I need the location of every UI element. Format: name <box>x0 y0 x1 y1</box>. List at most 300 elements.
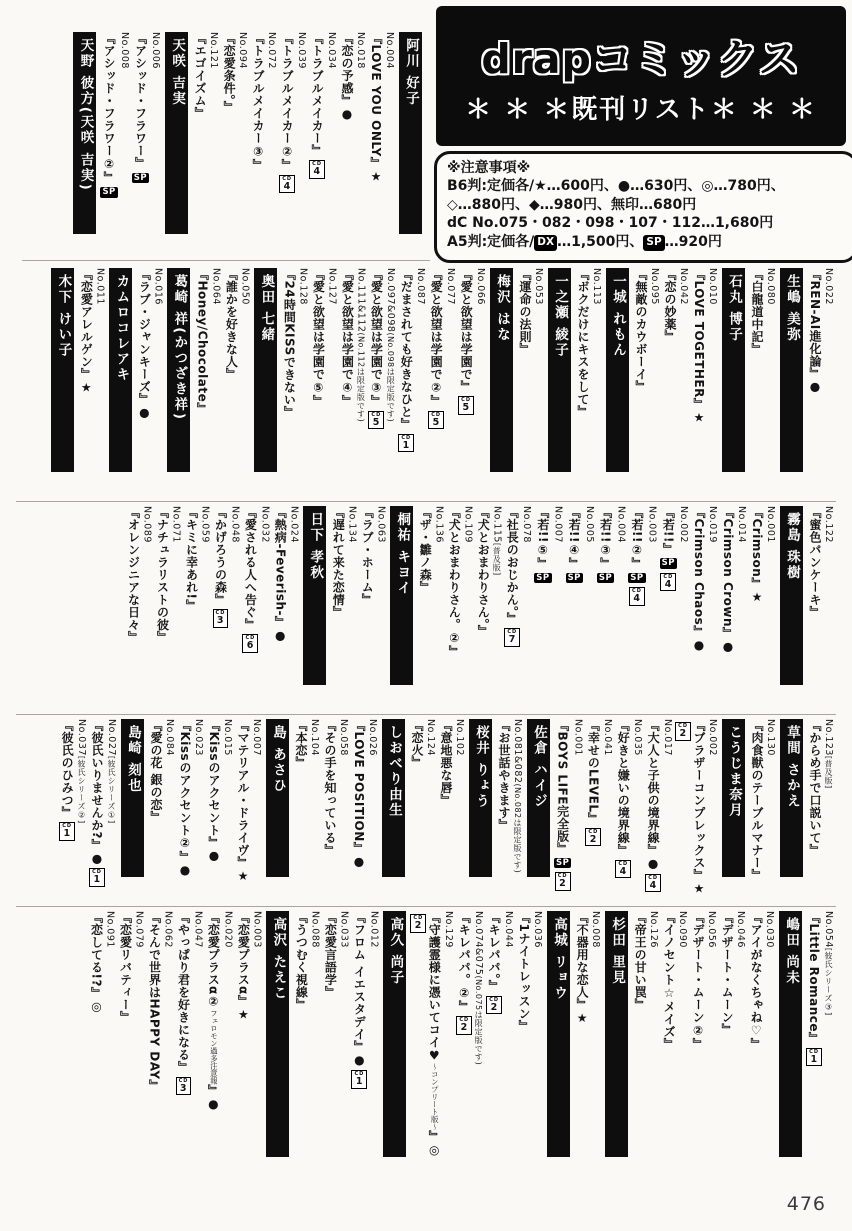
book-entry <box>368 268 396 494</box>
book-entry <box>660 506 689 707</box>
book-entry <box>235 719 262 899</box>
book-title: 『若!!④』SP <box>567 506 582 583</box>
book-entry <box>272 506 299 707</box>
book-number: No.077 <box>445 268 457 305</box>
cd-badge: CD 3 <box>176 1077 192 1096</box>
price-mark: ● <box>177 863 192 878</box>
book-number: No.003 <box>251 911 263 948</box>
price-mark: ★ <box>750 589 764 604</box>
book-number: No.014 <box>736 506 747 543</box>
book-title: 『Little Romance』 CD 1 <box>807 911 822 1065</box>
cd-badge: CD 1 <box>351 1070 367 1089</box>
author-bar: 桜井 りょう <box>469 719 492 877</box>
book-title: 『恋の妙薬』 <box>663 268 677 343</box>
catalog-row-5 <box>86 911 836 1179</box>
book-title: 『LOVE YOU ONLY』★ <box>369 32 383 184</box>
book-entry <box>359 506 386 707</box>
sp-badge: SP <box>102 187 116 197</box>
book-entry <box>281 268 308 494</box>
book-entry <box>458 268 486 494</box>
cd-badge: CD 1 <box>398 434 414 453</box>
book-entry <box>221 32 248 256</box>
book-entry <box>59 719 87 899</box>
book-title: 『マテリアル・ドライヴ』★ <box>235 719 250 883</box>
book-entry <box>100 32 129 256</box>
author-bar: カムロコレアキ <box>109 268 132 472</box>
book-number: No.064 <box>210 268 222 305</box>
book-title: 『Kissのアクセント』● <box>206 719 221 863</box>
book-title: 『トラブルメイカー』 CD 4 <box>310 32 325 177</box>
book-number: No.022 <box>823 268 834 305</box>
book-entry <box>632 911 659 1179</box>
book-number: No.010 <box>707 268 718 305</box>
book-title: 『アシッド・フラワー②』SP <box>102 32 117 197</box>
author-bar: 島 あさひ <box>266 719 289 877</box>
book-entry <box>691 268 718 494</box>
book-title: 『24時間KISSできない』 <box>282 268 297 419</box>
book-title: 『からめ手で口説いて』 <box>808 719 822 857</box>
book-title: 『守護霊様に憑いてコイ♥〜コンプリート版〜』◎ CD 2 <box>410 911 442 1179</box>
book-title: 『Kissのアクセント②』● <box>177 719 192 878</box>
book-title: 『デザート・ムーン②』 <box>691 911 706 1051</box>
book-entry <box>633 268 660 494</box>
book-entry <box>720 506 747 707</box>
book-entry <box>351 911 379 1179</box>
book-entry <box>339 32 366 256</box>
book-title-note: 〜コンプリート版〜 <box>430 1063 440 1131</box>
cd-badge: CD 5 <box>368 411 384 430</box>
book-title: 『若!!⑤』SP <box>535 506 550 583</box>
book-title: 『無敵のカウボーイ』 <box>634 268 648 393</box>
book-entry <box>504 506 532 707</box>
cd-badge: CD 2 <box>456 1016 472 1035</box>
logo-title: drapコミックス <box>481 35 801 83</box>
book-entry <box>177 719 204 899</box>
book-title: 『その手を知っている』 <box>322 719 337 857</box>
cd-badge: CD 4 <box>309 160 325 179</box>
book-title: 『若!!③』SP <box>598 506 613 583</box>
book-number: No.026 <box>366 719 378 756</box>
book-entry <box>235 911 262 1179</box>
book-title: 『イノセント☆メイズ』 <box>662 911 677 1051</box>
book-number: No.102 <box>453 719 465 756</box>
author-bar: 日下 孝秋 <box>303 506 326 685</box>
book-entry <box>749 268 776 494</box>
catalog-row-2 <box>47 268 836 494</box>
book-number: No.027[彼氏シリーズ①] <box>105 719 117 824</box>
book-number: No.109 <box>462 506 474 543</box>
book-number: No.024 <box>288 506 300 543</box>
book-number: No.071 <box>170 506 182 543</box>
sp-badge: SP <box>661 558 675 569</box>
book-title: 『BOYS LIFE完全版』SP CD 2 <box>555 719 570 890</box>
book-number-note: [彼氏シリーズ③] <box>824 947 833 1016</box>
cd-badge: CD 1 <box>89 868 105 887</box>
price-mark: ★ <box>692 881 706 896</box>
book-number: No.094 <box>237 32 249 69</box>
book-entry <box>749 506 776 707</box>
author-bar: 高城 リョウ <box>547 911 570 1157</box>
cd-badge: CD 1 <box>59 822 75 841</box>
author-bar: 杉田 里見 <box>605 911 628 1157</box>
book-entry <box>807 268 834 494</box>
book-entry <box>475 506 502 707</box>
book-title: 『恋愛条件。』 <box>222 32 237 114</box>
book-number: No.122 <box>823 506 834 543</box>
book-entry <box>662 268 689 494</box>
price-mark: ● <box>808 379 822 394</box>
book-number: No.036 <box>532 911 544 948</box>
cd-badge: CD 4 <box>629 587 645 606</box>
book-entry <box>194 268 221 494</box>
book-entry <box>250 32 277 256</box>
book-title: 『1ナイトレッスン』 <box>517 911 532 1033</box>
book-number: No.037[彼氏シリーズ②] <box>76 719 88 824</box>
cd-badge: CD 1 <box>806 1048 822 1067</box>
book-number: No.020 <box>222 911 234 948</box>
book-entry <box>554 719 583 899</box>
book-title: 『恋愛言語学』 <box>323 911 338 999</box>
book-entry <box>428 268 456 494</box>
book-title: 『不器用な恋人』★ <box>575 911 590 1025</box>
book-title: 『ボクだけにキスをして』 <box>576 268 590 418</box>
book-number: No.058 <box>337 719 349 756</box>
book-number-note: (No.112は限定版です) <box>356 332 366 423</box>
book-number: No.044 <box>503 911 515 948</box>
book-number: No.002 <box>707 719 718 756</box>
price-mark: ● <box>340 107 354 121</box>
cd-badge: CD 4 <box>279 175 295 194</box>
author-bar: 天野 彼方(天咲 吉実) <box>73 32 96 234</box>
book-title: 『恋愛リバティー』 <box>118 911 133 1024</box>
cd-badge: CD 7 <box>504 628 520 647</box>
book-entry <box>410 911 454 1179</box>
book-number: No.035 <box>632 719 644 756</box>
author-bar: しおべり由生 <box>382 719 405 877</box>
book-title: 『LOVE POSITION』● <box>351 719 366 869</box>
book-entry <box>409 719 436 899</box>
book-entry <box>719 911 746 1179</box>
book-number: No.129 <box>443 911 455 948</box>
book-entry <box>615 719 643 899</box>
book-title: 『デザート・ムーン』 <box>720 911 735 1036</box>
book-title: 『フロム イエスタデイ』● CD 1 <box>352 911 367 1088</box>
book-number: No.034 <box>326 32 337 69</box>
cd-badge: CD 5 <box>458 396 474 415</box>
book-entry <box>806 911 834 1179</box>
book-number: No.084 <box>163 719 175 756</box>
book-title: 『犬とおまわりさん。②』 <box>447 506 462 658</box>
sp-badge: SP <box>630 572 644 583</box>
book-number: No.087 <box>415 268 427 305</box>
book-number: No.136 <box>433 506 445 543</box>
book-entry <box>748 911 775 1179</box>
book-number: No.104 <box>308 719 320 756</box>
book-entry <box>310 268 337 494</box>
book-entry <box>496 719 523 899</box>
book-entry <box>417 506 444 707</box>
book-entry <box>154 506 181 707</box>
book-number: No.115[普及版] <box>491 506 503 576</box>
book-entry <box>293 911 320 1179</box>
book-title: 『LOVE TOGETHER』★ <box>692 268 706 425</box>
book-number-note: [普及版] <box>824 755 833 789</box>
book-title: 『肉食獣のテーブルマナー』 <box>750 719 764 882</box>
book-entry <box>146 911 173 1179</box>
cd-badge: CD 4 <box>660 573 676 592</box>
book-title: 『だまされても好きなひと』 CD 1 <box>399 268 414 451</box>
cd-badge: CD 2 <box>585 828 601 847</box>
cd-badge: CD 5 <box>428 411 444 430</box>
book-title: 『Crimson Crown』● <box>721 506 735 654</box>
book-title: 『愛と欲望は学園で』 CD 5 <box>459 268 474 413</box>
sp-badge: SP <box>643 235 664 251</box>
book-number: No.130 <box>765 719 776 756</box>
book-number: No.003 <box>646 506 658 543</box>
author-bar: 高久 尚子 <box>383 911 406 1157</box>
book-entry <box>628 506 657 707</box>
book-title: 『愛と欲望は学園で⑤』 <box>311 268 326 408</box>
book-number: No.008 <box>590 911 602 948</box>
book-entry <box>645 719 673 899</box>
book-entry <box>212 506 240 707</box>
book-entry <box>486 911 514 1179</box>
book-entry <box>309 32 337 256</box>
book-title: 『ラブ・ホーム』 <box>360 506 375 606</box>
book-title: 『愛される人へ告ぐ』 CD 6 <box>243 506 258 651</box>
book-title: 『REN-AI進化論』● <box>808 268 822 394</box>
price-mark: ● <box>692 637 706 652</box>
cd-badge: CD 2 <box>555 872 571 891</box>
price-mark: ● <box>273 628 288 643</box>
author-bar: 草間 さかえ <box>780 719 803 877</box>
catalog-row-1 <box>69 32 426 256</box>
book-number: No.088 <box>309 911 321 948</box>
book-entry <box>691 506 718 707</box>
book-number: No.097&098(No.098は限定版です) <box>385 268 397 423</box>
author-bar: 霧島 珠樹 <box>780 506 803 685</box>
price-mark: ◎ <box>427 1143 442 1157</box>
book-entry <box>89 719 117 899</box>
price-mark: ★ <box>369 169 383 184</box>
book-entry <box>206 719 233 899</box>
book-number: No.002 <box>678 506 689 543</box>
price-mark: ● <box>206 1096 221 1111</box>
book-number: No.007 <box>250 719 262 756</box>
dx-badge: DX <box>534 235 557 251</box>
book-title: 『キミに幸あれ!』 <box>184 506 199 612</box>
book-entry <box>398 268 426 494</box>
logo <box>436 6 846 146</box>
logo-subtitle: ＊ ＊ ＊既刊リスト＊ ＊ ＊ <box>465 95 817 125</box>
book-number: No.047 <box>192 911 204 948</box>
book-title: 『やっぱり君を好きになる』 CD 3 <box>176 911 191 1094</box>
book-title: 『お世話やきます』 <box>496 719 511 832</box>
book-number: No.127 <box>326 268 338 305</box>
book-number: No.059 <box>199 506 211 543</box>
book-title: 『本恋』 <box>293 719 308 769</box>
book-number: No.089 <box>141 506 153 543</box>
book-number: No.019 <box>707 506 718 543</box>
price-mark: ● <box>206 848 221 863</box>
book-number-note: [普及版] <box>492 542 502 576</box>
book-number: No.039 <box>296 32 308 69</box>
catalog-row-3 <box>123 506 836 707</box>
book-entry <box>351 719 378 899</box>
book-number-note: (No.075は限定版です) <box>474 975 484 1066</box>
book-number: No.007 <box>552 506 564 543</box>
book-entry <box>690 911 717 1179</box>
book-title: 『恋してる!?』◎ <box>89 911 104 1014</box>
row-divider <box>16 714 836 715</box>
book-title: 『恋愛プラスα』★ <box>236 911 251 1022</box>
book-number: No.005 <box>583 506 595 543</box>
price-mark: ★ <box>692 410 706 425</box>
book-entry <box>517 268 544 494</box>
book-entry <box>175 911 203 1179</box>
book-entry <box>807 719 834 899</box>
notice-title: ※注意事項※ <box>447 160 531 176</box>
book-number: No.023 <box>192 719 204 756</box>
page-number: 476 <box>786 1193 826 1215</box>
book-entry <box>242 506 270 707</box>
book-entry <box>661 911 688 1179</box>
price-mark: ● <box>352 1053 367 1068</box>
book-entry <box>534 506 563 707</box>
book-title: 『ブラザーコンプレックス』★ CD 2 <box>675 719 706 899</box>
book-entry <box>749 719 776 899</box>
book-entry <box>192 32 219 256</box>
book-title: 『若!!』SP CD 4 <box>661 506 676 590</box>
price-mark: ● <box>646 856 661 871</box>
book-number: No.004 <box>384 32 395 69</box>
author-bar: こうじま奈月 <box>722 719 745 877</box>
book-number: No.056 <box>706 911 718 948</box>
book-number: No.074&075(No.075は限定版です) <box>473 911 485 1066</box>
book-entry <box>330 506 357 707</box>
book-entry <box>597 506 626 707</box>
book-title: 『帝王の甘い罠』 <box>633 911 648 1011</box>
row-divider <box>22 260 430 261</box>
book-title: 『Crimson Chaos』● <box>692 506 706 652</box>
book-title: 『エゴイズム』 <box>193 32 208 120</box>
book-title: 『蜜色パンケーキ』 <box>808 506 822 619</box>
cd-badge: CD 2 <box>486 996 502 1015</box>
book-entry <box>438 719 465 899</box>
book-number: No.008 <box>118 32 130 69</box>
book-title: 『キレパパ。②』 CD 2 <box>457 911 472 1033</box>
book-title: 『トラブルメイカー③』 <box>251 32 266 172</box>
book-title: 『熱病-Feverish-』● <box>273 506 288 643</box>
book-entry <box>585 719 613 899</box>
book-entry <box>322 719 349 899</box>
book-number: No.006 <box>150 32 162 69</box>
sp-badge: SP <box>598 572 613 583</box>
author-bar: 阿川 好子 <box>399 32 422 234</box>
book-entry <box>205 911 233 1179</box>
author-bar: 高沢 たえこ <box>266 911 289 1157</box>
cd-badge: CD 4 <box>645 874 661 893</box>
book-title: 『大人と子供の境界線』● CD 4 <box>646 719 661 891</box>
book-entry <box>132 32 161 256</box>
book-title: 『そんで世界はHAPPY DAY』 <box>147 911 162 1093</box>
author-bar: 佐倉 ハイジ <box>527 719 550 877</box>
book-title: 『ラブ・ジャンキーズ』● <box>137 268 152 420</box>
book-number: No.080 <box>765 268 776 305</box>
book-title: 『オレンジニアな日々』 <box>126 506 141 644</box>
book-number: No.134 <box>346 506 358 543</box>
book-number: No.126 <box>648 911 660 948</box>
book-title: 『恋愛プラスα②フェロモン過多注意報』● <box>206 911 221 1111</box>
cd-badge: CD 2 <box>675 722 691 741</box>
book-title: 『遅れて来た恋情』 <box>331 506 346 619</box>
book-number: No.121 <box>208 32 220 69</box>
book-number: No.032 <box>259 506 271 543</box>
book-title: 『うつむく視線』 <box>294 911 309 1011</box>
author-bar: 梅沢 はな <box>490 268 513 472</box>
book-entry <box>516 911 543 1179</box>
book-number: No.079 <box>133 911 145 948</box>
book-title-note: フェロモン過多注意報 <box>209 1009 219 1085</box>
book-number: No.033 <box>338 911 350 948</box>
catalog-row-4 <box>57 719 836 899</box>
book-entry <box>566 506 595 707</box>
price-mark: ● <box>137 405 152 420</box>
sp-badge: SP <box>133 172 148 183</box>
book-number: No.050 <box>239 268 251 305</box>
book-title: 『アイがなくちゃね♡』 <box>749 911 764 1051</box>
book-number: No.001 <box>572 719 584 756</box>
author-bar: 石丸 博子 <box>722 268 745 472</box>
book-number: No.111&112(No.112は限定版です) <box>355 268 367 423</box>
book-entry <box>575 268 602 494</box>
book-number: No.017 <box>662 719 674 756</box>
book-entry <box>279 32 307 256</box>
notice-line-1: B6判:定価各/★…600円、●…630円、◎…780円、 <box>447 178 785 195</box>
author-bar: 嶋田 尚未 <box>779 911 802 1157</box>
book-title: 『社長のおじかん。』 CD 7 <box>505 506 520 645</box>
book-entry <box>88 911 115 1179</box>
book-entry <box>574 911 601 1179</box>
book-number: No.095 <box>649 268 660 305</box>
book-number-note: [彼氏シリーズ②] <box>77 755 87 824</box>
book-entry <box>339 268 366 494</box>
book-entry <box>368 32 395 256</box>
book-number: No.016 <box>152 268 164 305</box>
book-title: 『意地悪な唇』 <box>438 719 453 807</box>
book-entry <box>78 268 105 494</box>
book-entry <box>446 506 473 707</box>
book-title: 『彼氏のひみつ』 CD 1 <box>60 719 75 839</box>
cd-badge: CD 2 <box>410 914 426 933</box>
book-title: 『ザ・雛ノ森』 <box>418 506 433 594</box>
book-number: No.124 <box>424 719 436 756</box>
book-title: 『恋愛アレルゲン』★ <box>79 268 94 395</box>
author-bar: 島崎 刻也 <box>121 719 144 877</box>
book-title: 『かげろうの森』 CD 3 <box>213 506 228 626</box>
author-bar: 天咲 吉実 <box>165 32 188 234</box>
book-title: 『Crimson』★ <box>750 506 764 604</box>
book-number: No.066 <box>475 268 486 305</box>
price-mark: ● <box>90 851 105 866</box>
book-number: No.128 <box>297 268 309 305</box>
price-mark: ★ <box>236 1007 251 1022</box>
book-title: 『白龍道中記』 <box>750 268 764 356</box>
price-mark: ★ <box>235 869 250 883</box>
book-entry <box>136 268 163 494</box>
book-number-note: (No.082は限定版です) <box>512 783 522 874</box>
notice-line-4: A5判:定価各/ DX …1,500円、 SP …920円 <box>447 233 722 250</box>
